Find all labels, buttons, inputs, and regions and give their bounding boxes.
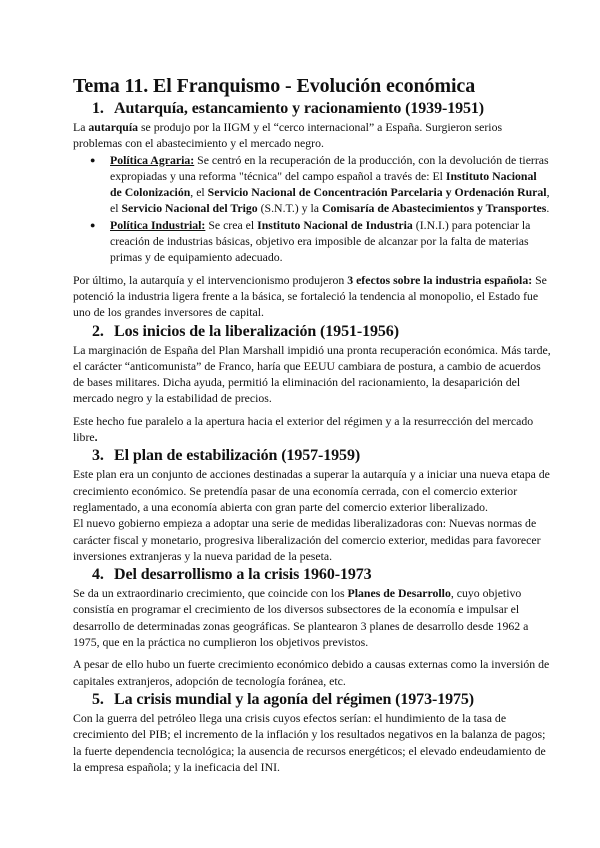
paragraph: El nuevo gobierno empieza a adoptar una serie de medidas liberalizadoras con: Nuevas normas de carácter fiscal y monetario, progresiva liberalización del comercio exterior, medidas para favorecer inversiones extranjeras y la nueva paridad de la peseta. (73, 516, 541, 563)
text-run: La (73, 120, 89, 134)
bold-term: Comisaría de Abastecimientos y Transportes (322, 201, 547, 216)
section-number: 3. (92, 447, 104, 465)
text-run: Este hecho fue paralelo a la apertura hacia el exterior del régimen y a la resurrección del mercado libre (73, 413, 534, 445)
list-item (73, 152, 551, 217)
bold-term: Instituto Nacional de Colonización (110, 168, 537, 200)
text-run: (S.N.T.) y la (257, 201, 322, 216)
document-page (73, 75, 551, 775)
bold-term: Planes de Desarrollo (347, 586, 451, 601)
bold-term: Servicio Nacional de Concentración Parcelaria y Ordenación Rural (207, 185, 547, 200)
bold-term: autarquía (88, 120, 139, 134)
list-item (73, 217, 551, 266)
text-run: Se da un extraordinario crecimiento, que coincide con los (73, 586, 348, 601)
section-number: 5. (92, 690, 104, 708)
paragraph (73, 585, 551, 650)
bullet-label: Política Industrial: (110, 217, 206, 232)
text-run: . (546, 201, 550, 216)
text-run: Se potenció la industria ligera frente a la básica, se fortaleció la tendencia al monopolio, el Estado fue uno de los grandes inversores de capital. (73, 272, 547, 320)
text-run: Se crea el (205, 217, 258, 232)
paragraph: A pesar de ello hubo un fuerte crecimiento económico debido a causas externas como la inversión de capitales extranjeros, adopción de tecnología foránea, etc. (73, 657, 550, 688)
bold-term: Instituto Nacional de Industria (257, 217, 413, 232)
section-number: 4. (92, 566, 104, 584)
bullet-list (73, 152, 551, 266)
paragraph (73, 119, 551, 152)
text-run: (I.N.I.) para potenciar la creación de industrias básicas, objetivo era imposible de alcanzar por la falta de materias primas y de equipamiento adecuado. (110, 217, 531, 265)
section-heading-text: Del desarrollismo a la crisis 1960-1973 (114, 566, 372, 584)
section-heading-text: El plan de estabilización (1957-1959) (114, 447, 361, 465)
bold-term: Servicio Nacional del Trigo (121, 201, 258, 216)
section-heading-1 (73, 99, 551, 119)
paragraph (73, 272, 551, 321)
text-run: , el (190, 185, 208, 200)
text-run: . (94, 430, 98, 445)
text-run: se produjo por la IIGM y el “cerco internacional” a España. Surgieron serios problemas con el abastecimiento y el mercado negro. (73, 120, 503, 151)
section-heading-text: Los inicios de la liberalización (1951-1956) (114, 322, 399, 340)
text-run: Por último, la autarquía y el intervencionismo produjeron (73, 272, 348, 287)
bullet-label: Política Agraria: (110, 152, 195, 167)
section-number: 1. (92, 100, 104, 117)
section-heading-5 (73, 690, 551, 710)
section-heading-2 (73, 322, 551, 342)
paragraph: Con la guerra del petróleo llega una crisis cuyos efectos serían: el hundimiento de la tasa de crecimiento del PIB; el incremento de la inflación y los resultados negativos en la balanza de pagos; la fuerte dependencia tecnológica; la ausencia de recursos energéticos; el elevado endeudamiento de la empresa española; y la ineficacia del INI. (73, 710, 546, 774)
text-run: , cuyo objetivo consistía en programar el crecimiento de los diversos subsectores de la economía e impulsar el desarrollo de determinadas zonas geográficas. Se plantearon 3 planes de desarrollo desde 1962 a 1975, que en la práctica no cumplieron los objetivos previstos. (73, 586, 529, 650)
page-title: Tema 11. El Franquismo - Evolución económica (73, 75, 476, 97)
paragraph: Este plan era un conjunto de acciones destinadas a superar la autarquía y a iniciar una nueva etapa de crecimiento económico. Se pretendía pasar de una economía cerrada, con el comercio exterior reglamentado, a una economía abierta con gran parte del comercio exterior liberalizado. (73, 467, 550, 514)
section-heading-text: Autarquía, estancamiento y racionamiento (1939-1951) (114, 100, 485, 117)
bold-term: 3 efectos sobre la industria española: (347, 272, 533, 287)
text-run: Se centró en la recuperación de la producción, con la devolución de tierras expropiadas y una reforma "técnica" del campo español a través de: El (110, 152, 549, 183)
section-heading-4 (73, 565, 551, 585)
paragraph (73, 413, 551, 446)
section-heading-3 (73, 446, 551, 466)
text-run: , el (110, 185, 550, 216)
section-number: 2. (92, 322, 104, 340)
paragraph: La marginación de España del Plan Marshall impidió una pronta recuperación económica. Más tarde, el carácter “anticomunista” de Franco, haría que EEUU cambiara de postura, a cambio de acuerdos de bases militares. Dicha ayuda, permitió la eliminación del racionamiento, la desaparición del mercado negro y la estabilidad de precios. (73, 342, 551, 406)
section-heading-text: La crisis mundial y la agonía del régimen (1973-1975) (114, 690, 475, 708)
